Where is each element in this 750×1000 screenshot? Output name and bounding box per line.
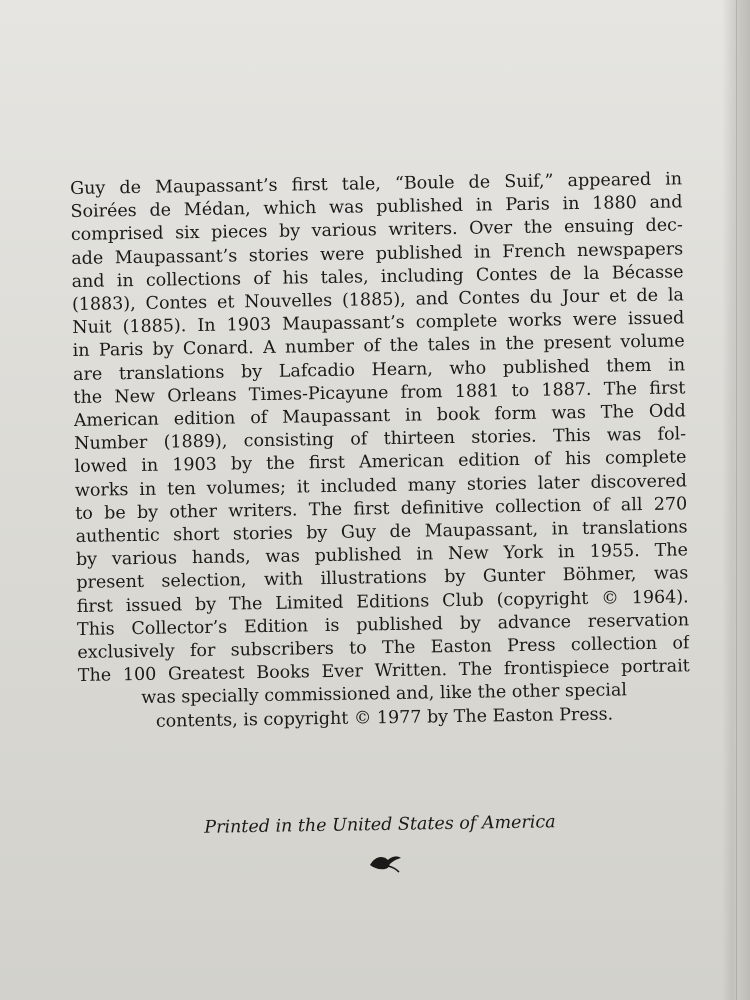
colophon-line: in Paris by Conard. A number of the tales in the present volume — [72, 331, 685, 362]
colophon-line: exclusively for subscribers to The Easton Press collection of — [77, 633, 690, 664]
printed-in-imprint: Printed in the United States of America — [204, 812, 556, 838]
colophon-line: by various hands, was published in New York in 1955. The — [75, 540, 689, 571]
colophon-line: ade Maupassant’s stories were published in French newspapers — [71, 238, 684, 269]
page-edge — [722, 0, 750, 1000]
colophon-line: comprised six pieces by various writers. Over the ensuing dec- — [70, 215, 683, 246]
colophon-line: contents, is copyright © 1977 by The Easton Press. — [155, 704, 614, 732]
colophon-line: Soirées de Médan, which was published in Paris in 1880 and — [70, 192, 683, 223]
colophon-paragraph — [70, 168, 691, 734]
colophon-line: are translations by Lafcadio Hearn, who published them in — [72, 354, 686, 385]
leaf-ornament-icon — [366, 850, 406, 874]
colophon-line: and in collections of his tales, including Contes de la Bécasse — [71, 262, 684, 292]
colophon-line: This Collector’s Edition is published by advance reservation — [76, 610, 690, 640]
colophon-line: Number (1889), consisting of thirteen stories. This was fol- — [74, 424, 687, 455]
colophon-line: Nuit (1885). In 1903 Maupassant’s complete works were issued — [72, 308, 685, 339]
colophon-line: The 100 Greatest Books Ever Written. The frontispiece portrait — [77, 656, 690, 687]
colophon-line: was specially commissioned and, like the other special — [141, 680, 628, 709]
colophon-line: present selection, with illustrations by Gunter Böhmer, was — [76, 563, 689, 594]
colophon-line: first issued by The Limited Editions Club (copyright © 1964). — [76, 586, 689, 617]
colophon-line: authentic short stories by Guy de Maupassant, in translations — [75, 517, 688, 548]
colophon-line: the New Orleans Times-Picayune from 1881 to 1887. The first — [73, 378, 686, 408]
colophon-line: works in ten volumes; it included many stories later discovered — [74, 470, 687, 501]
colophon-line: to be by other writers. The first definitive collection of all 270 — [75, 494, 688, 524]
colophon-line: lowed in 1903 by the first American edition of his complete — [74, 447, 687, 478]
colophon-line: (1883), Contes et Nouvelles (1885), and Contes du Jour et de la — [71, 285, 685, 315]
colophon-line: American edition of Maupassant in book form was The Odd — [73, 401, 686, 432]
colophon-line: Guy de Maupassant’s first tale, “Boule de Suif,” appeared in — [70, 169, 683, 199]
